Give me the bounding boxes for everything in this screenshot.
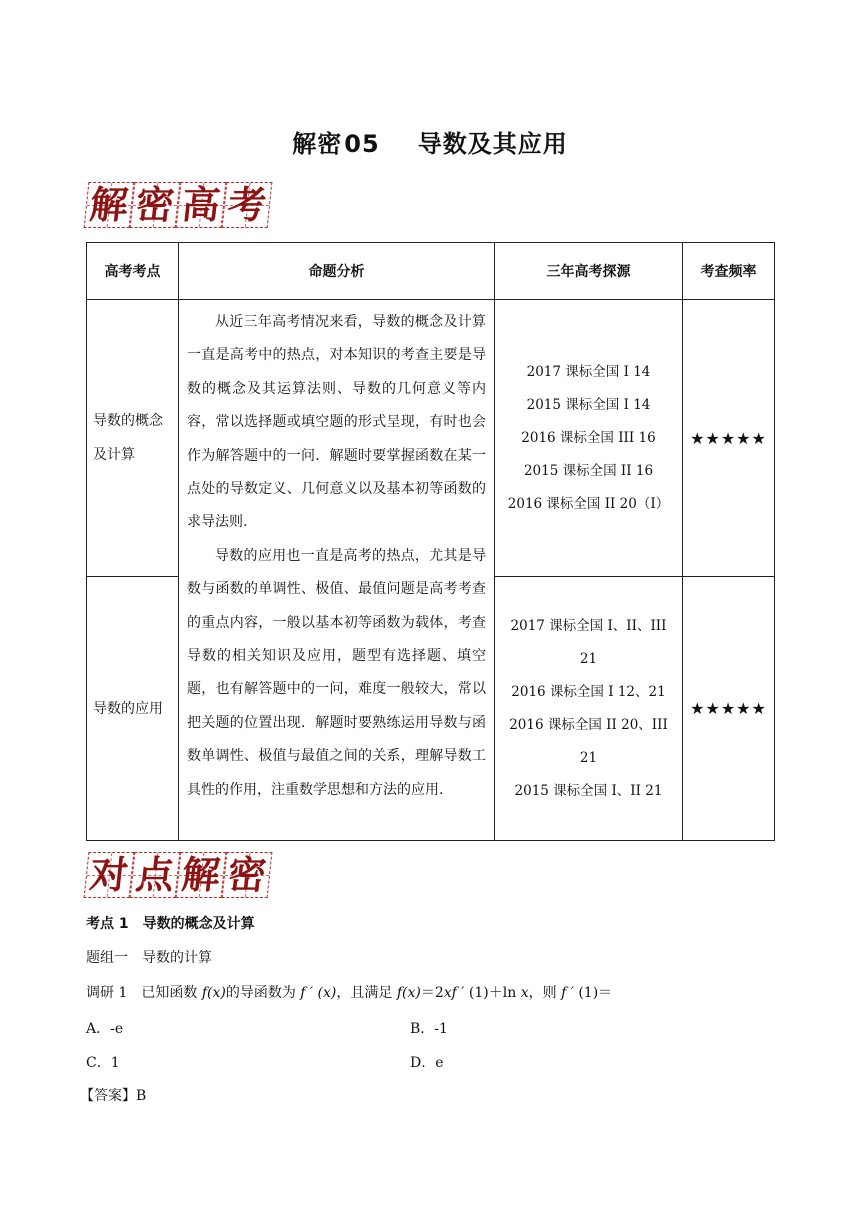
stem-math: f ′ (x) [300,985,337,1001]
analysis-cell [179,300,495,841]
stem-text: 的导函数为 [225,985,301,1001]
sources-cell [495,300,683,577]
header-frequency: 考查频率 [683,243,775,300]
stem-text: ，则 [528,985,562,1001]
section-title: 导数的概念及计算 [142,916,255,932]
stem-math: f(x) [396,985,421,1001]
section-label: 考点 1 [86,916,129,932]
source-item: 2016 课标全国 III 16 [521,429,656,446]
source-item: 2015 课标全国 I、II 21 [514,782,663,799]
analysis-paragraph: 从近三年高考情况来看，导数的概念及计算一直是高考中的热点，对本知识的考查主要是导数的概念及其运算法则、导数的几何意义等内容，常以选择题或填空题的形式呈现，有时也会作为解答题中的一问．解题时要掌握函数在某一点处的导数定义、几何意义以及基本初等函数的求导法则. [187,314,486,531]
title-number: 05 [344,130,380,158]
banner-targeted-decode [86,852,270,898]
section-heading [86,914,255,934]
option-d: D．e [410,1055,444,1071]
banner-char: 解 [176,852,227,898]
banner-char: 密 [130,182,181,228]
option-a: A．-e [86,1021,124,1037]
exam-point-cell: 导数的应用 [87,577,179,841]
source-item: 2016 课标全国 II 20、III 21 [509,716,668,766]
stem-text: ＝2 [420,985,444,1001]
stem-math: xf ′ [443,985,469,1001]
stem-math: f(x) [201,985,226,1001]
table-row [87,300,775,577]
title-subject: 导数及其应用 [417,130,568,158]
stem-text: ，且满足 [336,985,397,1001]
banner-char: 高 [176,182,227,228]
header-sources: 三年高考探源 [495,243,683,300]
title-prefix: 解密 [292,130,343,158]
stem-text: (1)＋ln [468,985,521,1001]
source-item: 2016 课标全国 II 20（I） [507,495,670,512]
table-header-row [87,243,775,300]
source-item: 2017 课标全国 I、II、III 21 [510,617,667,667]
stem-text: 已知函数 [141,985,202,1001]
page-title [0,124,860,159]
banner-char: 考 [222,182,273,228]
frequency-stars: ★★★★★ [683,577,775,841]
header-exam-point: 高考考点 [87,243,179,300]
analysis-paragraph: 导数的应用也一直是高考的热点，尤其是导数与函数的单调性、极值、最值问题是高考考查的重点内容，一般以基本初等函数为载体，考查导数的相关知识及应用，题型有选择题、填空题，也有解答题中的一问，难度一般较大，常以把关题的位置出现．解题时要熟练运用导数与函数单调性、极值与最值之间的关系，理解导数工具性的作用，注重数学思想和方法的应用. [187,547,486,798]
option-c: C．1 [86,1055,120,1071]
source-item: 2016 课标全国 I 12、21 [511,683,666,700]
banner-char: 对 [84,852,135,898]
source-item: 2017 课标全国 I 14 [526,363,651,380]
banner-char: 密 [222,852,273,898]
banner-char: 点 [130,852,181,898]
stem-math: f ′ [561,985,579,1001]
source-item: 2015 课标全国 I 14 [526,396,651,413]
header-analysis: 命题分析 [179,243,495,300]
sources-cell [495,577,683,841]
stem-math: x [520,985,529,1001]
question-label: 调研 1 [86,985,128,1001]
banner-char: 解 [84,182,135,228]
exam-point-cell: 导数的概念及计算 [87,300,179,577]
question-stem [86,983,612,1003]
source-item: 2015 课标全国 II 16 [523,462,654,479]
stem-text: (1)＝ [578,985,613,1001]
question-group: 题组一 导数的计算 [86,950,212,966]
exam-analysis-table [86,242,775,841]
frequency-stars: ★★★★★ [683,300,775,577]
option-b: B．-1 [410,1021,448,1037]
answer-line: 【答案】B [80,1088,147,1104]
banner-decode-exam [86,182,270,228]
